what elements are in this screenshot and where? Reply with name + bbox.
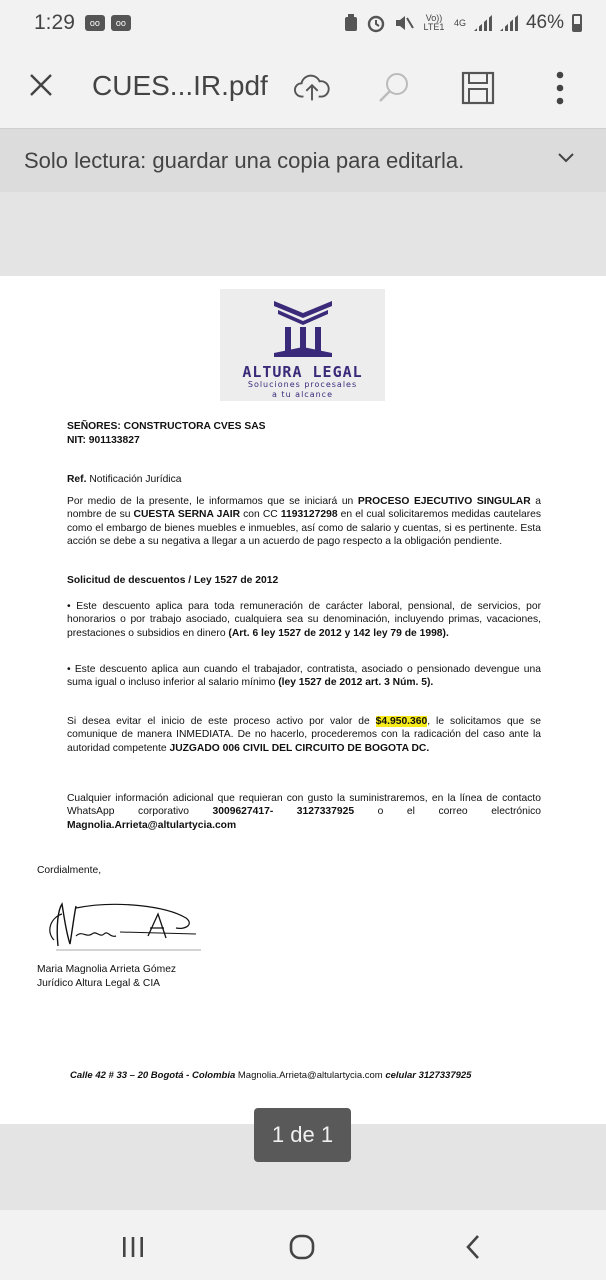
battery-icon: [572, 14, 582, 32]
home-icon[interactable]: [287, 1232, 317, 1262]
read-only-banner[interactable]: [0, 128, 606, 192]
paragraph-amount: Si desea evitar el inicio de este proceso activo por valor de $4.950.360, le solicitamos que se comunique de manera INMEDIATA. De no hacerlo, procederemos con la radicación del caso ante la autoridad competente JUZGADO 006 CIVIL DEL CIRCUITO DE BOGOTA DC.: [67, 716, 541, 754]
battery-saver-icon: [344, 14, 358, 32]
pdf-page: [0, 276, 606, 1124]
bullet-item: • Este descuento aplica para toda remuneración de carácter laboral, pensional, de servicios, por honorarios o por trabajo asociado, cualquiera sea su denominación, incluyendo primas, vacaciones, prestaciones o subsidios en dinero (Art. 6 ley 1527 de 2012 y 142 ley 79 de 1998).: [67, 601, 541, 639]
status-time: 1:29: [34, 11, 75, 34]
back-icon[interactable]: [458, 1232, 488, 1262]
section-heading: Solicitud de descuentos / Ley 1527 de 2012: [67, 575, 279, 586]
company-logo: [220, 289, 385, 401]
highlighted-amount: $4.950.360: [375, 716, 428, 727]
logo-tagline: a tu alcance: [271, 390, 333, 399]
save-icon[interactable]: [460, 70, 496, 106]
recent-apps-icon[interactable]: [118, 1232, 148, 1262]
banner-text: Solo lectura: guardar una copia para editarla.: [24, 147, 465, 173]
recipient-line: SEÑORES: CONSTRUCTORA CVES SAS: [67, 421, 266, 432]
viewer-background: [0, 192, 606, 276]
network-label: Vo)) LTE1: [423, 13, 445, 32]
closing-line: Cordialmente,: [37, 865, 102, 876]
navigation-bar: [0, 1210, 606, 1280]
signer-title: Jurídico Altura Legal & CIA: [37, 978, 161, 989]
cloud-upload-icon[interactable]: [294, 70, 330, 106]
mute-icon: [394, 13, 414, 33]
battery-percent: 46%: [525, 12, 564, 33]
signal-icon: [500, 15, 518, 31]
voicemail-icon: oo: [85, 15, 105, 31]
handwritten-signature: [36, 896, 206, 956]
bullet-item: • Este descuento aplica aun cuando el trabajador, contratista, asociado o pensionado devengue una suma igual o incluso inferior al salario mínimo (ley 1527 de 2012 art. 3 Núm. 5).: [67, 664, 541, 689]
close-icon[interactable]: [26, 70, 56, 100]
columns-logo-icon: [272, 297, 334, 359]
document-title: CUES...IR.pdf: [92, 70, 268, 101]
paragraph-intro: Por medio de la presente, le informamos que se iniciará un PROCESO EJECUTIVO SINGULAR a nombre de su CUESTA SERNA JAIR con CC 1193127298 en el cual solicitaremos medidas cautelares como el embargo de bienes muebles e inmuebles, así como de salario y cuentas, si es pertinente. Esta acción se debe a su negativa a llegar a un acuerdo de pago respecto a la obligación pendiente.: [67, 496, 542, 548]
page-footer: Calle 42 # 33 – 20 Bogotá - Colombia Magnolia.Arrieta@altulartycia.com celular 3127337925: [70, 1070, 472, 1081]
nit-line: NIT: 901133827: [67, 435, 140, 446]
signer-name: Maria Magnolia Arrieta Gómez: [37, 964, 177, 975]
network-type: 4G: [453, 17, 466, 28]
voicemail-icon: oo: [111, 15, 131, 31]
signal-icon: [474, 15, 492, 31]
logo-name: ALTURA LEGAL: [242, 363, 363, 381]
alarm-icon: [366, 13, 386, 33]
more-vert-icon[interactable]: [542, 70, 578, 106]
status-bar: [0, 0, 606, 46]
chevron-down-icon[interactable]: [556, 147, 576, 167]
app-toolbar: [0, 46, 606, 128]
reference-line: Ref. Notificación Jurídica: [67, 474, 182, 485]
logo-tagline: Soluciones procesales: [247, 380, 358, 389]
page-indicator: 1 de 1: [254, 1108, 351, 1162]
search-icon[interactable]: [376, 70, 412, 106]
paragraph-contact: Cualquier información adicional que requieran con gusto la suministraremos, en la línea de contacto WhatsApp corporativo 3009627417- 3127337925 o el correo electrónico Magnolia.Arrieta@altulartycia.com: [67, 793, 541, 831]
